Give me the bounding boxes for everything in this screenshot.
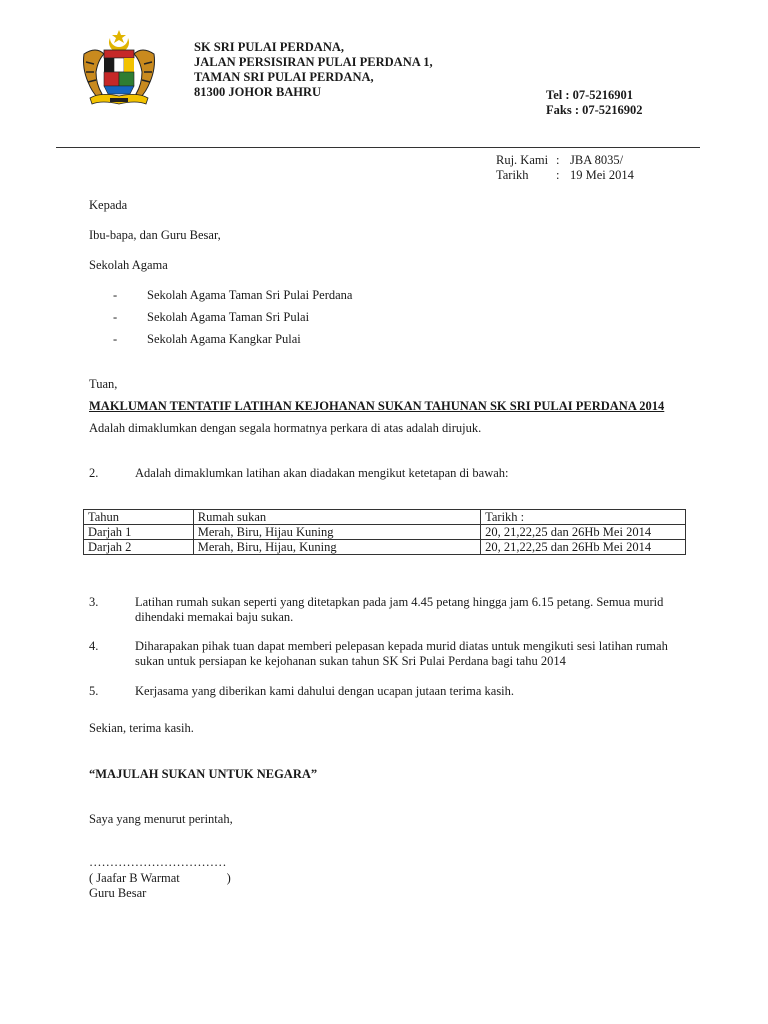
paragraph-text: Kerjasama yang diberikan kami dahului dengan ucapan jutaan terima kasih. xyxy=(135,684,515,698)
table-header-row xyxy=(84,510,686,525)
tel-number: Tel : 07-5216901 xyxy=(546,88,634,102)
list-dash: - xyxy=(113,288,118,302)
ref-value: JBA 8035/ xyxy=(570,153,624,167)
paragraph-2 xyxy=(89,466,675,481)
list-dash: - xyxy=(113,332,118,346)
table-cell: 20, 21,22,25 dan 26Hb Mei 2014 xyxy=(481,525,686,540)
contact-info xyxy=(546,88,643,118)
table-row xyxy=(84,540,686,555)
paragraph-number: 5. xyxy=(89,684,99,698)
paragraph-4 xyxy=(89,639,675,669)
ref-label: Ruj. Kami xyxy=(496,153,549,167)
date-value: 19 Mei 2014 xyxy=(570,168,634,182)
paragraph-number: 4. xyxy=(89,639,99,653)
table-cell: Darjah 1 xyxy=(84,525,194,540)
address-line-1: JALAN PERSISIRAN PULAI PERDANA 1, xyxy=(194,55,433,69)
coat-of-arms-logo xyxy=(80,28,158,114)
list-item xyxy=(91,310,309,325)
signature-dots: …………………………… xyxy=(89,855,227,869)
closing-text: Sekian, terima kasih. xyxy=(89,721,194,735)
paragraph-number: 3. xyxy=(89,595,99,609)
school-item: Sekolah Agama Taman Sri Pulai xyxy=(147,310,310,324)
table-row xyxy=(84,525,686,540)
recipient-line-2: Sekolah Agama xyxy=(89,258,168,272)
list-dash: - xyxy=(113,310,118,324)
list-item xyxy=(91,288,352,303)
yours-faithfully: Saya yang menurut perintah, xyxy=(89,812,233,826)
table-header-cell: Tarikh : xyxy=(481,510,686,525)
table-header-cell: Rumah sukan xyxy=(193,510,480,525)
letterhead-address xyxy=(194,40,433,100)
table-cell: Merah, Biru, Hijau, Kuning xyxy=(193,540,480,555)
table-cell: 20, 21,22,25 dan 26Hb Mei 2014 xyxy=(481,540,686,555)
school-item: Sekolah Agama Taman Sri Pulai Perdana xyxy=(147,288,353,302)
address-line-3: 81300 JOHOR BAHRU xyxy=(194,85,322,99)
table-cell: Darjah 2 xyxy=(84,540,194,555)
kepada-label: Kepada xyxy=(89,198,128,212)
subject-heading: MAKLUMAN TENTATIF LATIHAN KEJOHANAN SUKAN TAHUNAN SK SRI PULAI PERDANA 2014 xyxy=(89,399,665,413)
signatory-name: ( Jaafar B Warmat ) xyxy=(89,871,231,885)
ref-colon: : xyxy=(556,153,560,167)
date-label: Tarikh xyxy=(496,168,529,182)
list-item xyxy=(91,332,301,347)
paragraph-number: 2. xyxy=(89,466,99,480)
address-line-2: TAMAN SRI PULAI PERDANA, xyxy=(194,70,374,84)
signatory-title: Guru Besar xyxy=(89,886,147,900)
paragraph-text: Diharapakan pihak tuan dapat memberi pelepasan kepada murid diatas untuk mengikuti sesi latihan rumah sukan untuk persiapan ke kejohanan sukan tahun SK Sri Pulai Perdana bagi tahu 2014 xyxy=(135,639,668,668)
schedule-table xyxy=(83,509,686,555)
salutation: Tuan, xyxy=(89,377,118,391)
date-colon: : xyxy=(556,168,560,182)
school-name: SK SRI PULAI PERDANA, xyxy=(194,40,345,54)
paragraph-5 xyxy=(89,684,675,699)
fax-number: Faks : 07-5216902 xyxy=(546,103,643,117)
intro-text: Adalah dimaklumkan dengan segala hormatnya perkara di atas adalah dirujuk. xyxy=(89,421,482,435)
paragraph-text: Latihan rumah sukan seperti yang ditetapkan pada jam 4.45 petang hingga jam 6.15 petang. Semua murid dihendaki memakai baju sukan. xyxy=(135,595,664,624)
table-cell: Merah, Biru, Hijau Kuning xyxy=(193,525,480,540)
recipient-line-1: Ibu-bapa, dan Guru Besar, xyxy=(89,228,221,242)
motto: “MAJULAH SUKAN UNTUK NEGARA” xyxy=(89,767,318,781)
table-header-cell: Tahun xyxy=(84,510,194,525)
paragraph-text: Adalah dimaklumkan latihan akan diadakan mengikut ketetapan di bawah: xyxy=(135,466,509,480)
school-item: Sekolah Agama Kangkar Pulai xyxy=(147,332,301,346)
paragraph-3 xyxy=(89,595,675,625)
reference-block xyxy=(496,153,634,183)
header-divider xyxy=(56,147,700,148)
